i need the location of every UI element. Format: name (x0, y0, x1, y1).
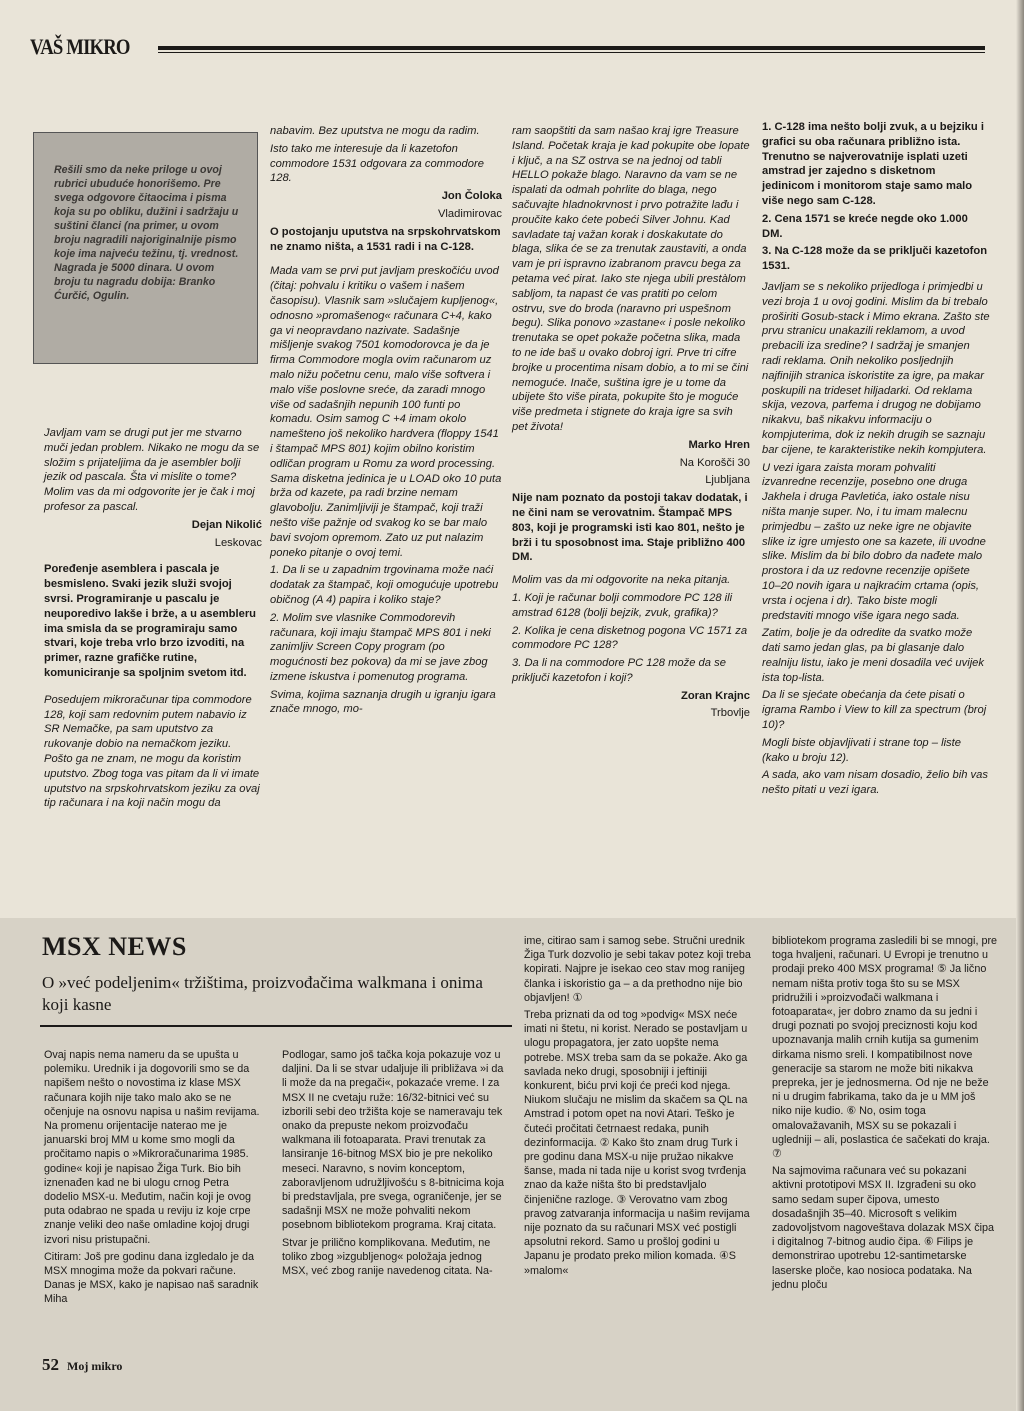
letter-text: Zatim, bolje je da odredite da svatko može dati samo jedan glas, pa bi glasanje dalo realniju listu, iako je meni dosadila već uvijek ista top-lista. (762, 627, 984, 684)
editor-answer: 1. C-128 ima nešto bolji zvuk, a u bejziku i grafici su oba računara približno ista. Trenutno se najverovatnije isplati uzeti amstrad jer zajedno s disketnom jedinicom i monitorom staje samo malo više nego sam C-128. (762, 121, 984, 207)
msx-column-3 (524, 934, 756, 1281)
column-2 (270, 124, 502, 720)
column-3 (512, 124, 750, 724)
subtitle-rule (40, 1025, 512, 1027)
msx-column-2 (282, 1048, 507, 1281)
article-text: ime, citirao sam i samog sebe. Stručni urednik Žiga Turk dozvolio je sebi takav potez koji treba kopirati. Najpre je isekao ceo stav mog ranijeg članka i iskoristio ga – a da prethodno nije bio objavljen! ① (524, 935, 751, 1004)
editor-answer: 2. Cena 1571 se kreće negde oko 1.000 DM. (762, 212, 968, 240)
signature-city: Leskovac (214, 536, 262, 549)
article-text: bibliotekom programa zasledili bi se mnogi, pre toga hvaljeni, računari. U Evropi je trenutno u prodaji preko 400 MSX programa! ⑤ Ja lično nemam ništa protiv toga što su se MSX pridružili i »proizvođači walkmana i fotoaparata«, jer dobro znamo da su jedni i drugi poznati po svojoj preciznosti koju kod upoznavanja malih crnih kutija sa gumenim dirkama nismo sreli. I kompatibilnost nove generacije sa starom ne može biti nikakva prepreka, jer je jednosmerna. Od nje ne beže ni u drugim fabrikama, tako da je u MM još niko nije kudio. ⑥ No, osim toga omalovažavanih, MSX su se pokazali i ugledniji – ali, poslastica će sačekati do kraja. ⑦ (772, 935, 998, 1161)
msx-news-title: MSX NEWS (42, 932, 187, 961)
signature-city: Trbovlje (710, 707, 750, 720)
editor-note-text: Rešili smo da neke priloge u ovoj rubrici ubuduće honorišemo. Pre svega odgovore čitaocima i pisma koja su po obliku, dužini i sadržaju u suštini članci (na primer, u ovom broju nagradili najoriginalnije pismo koje ima najveću težinu, tj. vrednost. Nagrada je 5000 dinara. U ovom broju tu nagradu dobija: Branko Ćurčić, Ogulin. (54, 164, 239, 302)
letter-text: Isto tako me interesuje da li kazetofon commodore 1531 odgovara za commodore 128. (270, 142, 484, 185)
editor-answer: Nije nam poznato da postoji takav dodatak, i ne čini nam se verovatnim. Štampač MPS 803, koji je programski isti kao 801, nešto je brži i tu sposobnost ima. Staje približno 400 DM. (512, 492, 748, 564)
column-4 (762, 120, 990, 801)
letter-text: Mada vam se prvi put javljam preskočiću uvod (čitaj: pohvalu i kritiku o vašem i našem časopisu). Vlasnik sam »slučajem kupljenog«, odnosno »promašenog« računara C+4, kako ga vi neopravdano nazivate. Sadašnje mišljenje svakog 7501 komodorovca je da je firma Commodore mogla ovim računarom uz malo nižu početnu cenu, malo više softvera i malo više poslovne sreće, da zaradi mnogo više od sadašnjih nepunih 100 funti po komadu. Osim samog C +4 imam okolo namešteno još nekoliko hardvera (floppy 1541 i štampač MPS 801) kojim obilno koristim odličan program u Romu za word processing. Sama disketna jedinica je u LOAD oko 10 puta brža od kazete, pa radi brzine nemam glavobolju. Zanimljiviji je štampač, koji traži nešto više pažnje od svakog ko se bar malo bavi svojom opremom. Zato uz put nalazim poneko pitanje o ovoj temi. (270, 265, 502, 559)
letter-text: Javljam se s nekoliko prijedloga i primjedbi u vezi broja 1 u ovoj godini. Mislim da bi trebalo proširiti Gosub-stack i Mimo ekrana. Zašto ste prvu stranicu unakazili reklamom, a uvod prebacili iza sredine? I sadržaj je smanjen radi reklama. Onih nekoliko posljednjih najfinijih stranica iskoristite za igre, pa makar poskupili na trideset hiljadarki. Od reklama skija, vezova, parfema i drugog ne dobijamo nikakvu, baš nikakvu informaciju o kompjuterima, dok iz nekih drugih se saznaju bar cijene, te karakteristike nekih kompjutera. (762, 280, 990, 456)
magazine-name: Moj mikro (67, 1359, 123, 1373)
msx-column-4 (772, 934, 998, 1295)
letter-text: Molim vas da mi odgovorite na neka pitanja. (512, 574, 731, 587)
letter-text: Mogli biste objavljivati i strane top – liste (kako u broju 12). (762, 736, 961, 764)
letter-text: nabavim. Bez uputstva ne mogu da radim. (270, 125, 480, 137)
signature-name: Marko Hren (688, 438, 750, 451)
page-footer (42, 1355, 122, 1375)
section-header (30, 34, 985, 60)
letter-text: Svima, kojima saznanja drugih u igranju igara znače mnogo, mo- (270, 688, 496, 716)
article-text: Podlogar, samo još tačka koja pokazuje voz u daljini. Da li se stvar udaljuje ili približava »i da li može da na pregači«, pokazaće vreme. I za MSX II ne cvetaju ruže: 16/32-bitnici već su izborili sebi deo tržišta koje se nameravaju tek onako da prepuste nekom proizvođaču walkmana ili fotoaparata. Pravi trenutak za lansiranje 16-bitnog MSX bio je pre nekoliko meseci. Naravno, s novim konceptom, zaboravljenom udružljivošću s 8-bitnicima koja bi predstavljala, pre svega, ograničenje, jer se sadašnji MSX ne može pohvaliti nekom posebnom bibliotekom programa. Kraj citata. (282, 1049, 505, 1232)
letter-text: Javljam vam se drugi put jer me stvarno muči jedan problem. Nikako ne mogu da se složim s prijateljima da je asembler bolji jezik od pascala. Šta vi mislite o tome? Molim vas da mi odgovorite jer je čak i moj profesor za pascal. (44, 427, 260, 513)
article-text: Treba priznati da od tog »podvig« MSX neće imati ni štetu, ni korist. Nerado se postavljam u ulogu propagatora, jer zato uopšte nema potrebe. MSX treba sam da se pokaže. Ako ga savlada neko drugi, sposobniji i jeftiniji konkurent, biću prvi koji će preći kod njega. Niukom slučaju ne mislim da skačem sa QL na Amstrad i potom opet na novi Atari. Teško je čuteći pročitati četrnaest redaka, punih dezinformacija. ② Kako što znam drug Turk i pre godinu dana MSX-u nije pružao nikakve šanse, mada ni tada nije u korist svog tvrđenja znao da kaže ništa što bi predstavljalo činjenične razloge. ③ Verovatno vam zbog pravog zatvaranja informacija u našim revijama nije poznato da su računari MSX već postigli apsolutni rekord. Samo u prošloj godini u Japanu je prodato preko milion komada. ④S »malom« (524, 1009, 750, 1277)
section-title: VAŠ MIKRO (30, 34, 130, 59)
signature-city: Ljubljana (705, 474, 750, 487)
article-text: Stvar je prilično komplikovana. Međutim, ne toliko zbog »izgubljenog« položaja jednog MSX, već zbog ranije navedenog citata. Na- (282, 1236, 493, 1278)
article-text: Na sajmovima računara već su pokazani aktivni prototipovi MSX II. Izgrađeni su oko samo sedam super čipova, umesto dosadašnjih 35–40. Microsoft s velikim zadovoljstvom nagoveštava dolazak MSX čipa i digitalnog 7-bitnog audio čipa. ⑥ Filips je demonstrirao upotrebu 12-santimetarske laserske ploče, kao nosioca podataka. Na jednu ploču (772, 1165, 995, 1291)
letter-text: Posedujem mikroračunar tipa commodore 128, koji sam redovnim putem nabavio iz SR Nemačke, pa sam uputstvo za rukovanje dobio na nemačkom jeziku. Pošto ga ne znam, ne mogu da koristim uputstvo. Zbog toga vas pitam da li vi imate uputstvo na srpskohrvatskom jeziku za ovaj tip računara i na koji način mogu da (44, 693, 260, 810)
letter-question: 3. Da li na commodore PC 128 može da se priključi kazetofon i koji? (512, 657, 726, 684)
signature-name: Dejan Nikolić (191, 518, 262, 531)
header-rule (158, 46, 985, 50)
header-rule-thin (158, 52, 985, 53)
editor-note-box (33, 132, 258, 364)
signature-city: Vladimirovac (437, 207, 502, 220)
letter-text: A sada, ako vam nisam dosadio, želio bih vas nešto pitati u vezi igara. (762, 769, 988, 797)
letter-question: 1. Koji je računar bolji commodore PC 128 ili amstrad 6128 (bolji bejzik, zvuk, grafika)? (512, 591, 733, 619)
signature-address: Na Korošči 30 (679, 456, 750, 469)
editor-answer: 3. Na C-128 može da se priključi kazetofon 1531. (762, 245, 988, 273)
letter-text: Da li se sjećate obećanja da ćete pisati o igrama Rambo i View to kill za spectrum (broj 10)? (762, 689, 987, 732)
letter-text: U vezi igara zaista moram pohvaliti izvanredne recenzije, posebno one druga Jakhela i druga Pavletića, iako ostale nisu ništa manje super. No, i tu imam malecnu primjedbu – zašto uz neke igre ne objavite slike iz igre umjesto one sa kazete, ili uvodne slike. Mislim da bi bilo dobro da nađete malo prostora i da uz redovne recenzije opišete 10–20 novih igara u najkraćim crtama (opis, vrsta i ocjena i dr). Tako biste mogli predstaviti mnogo više igara nego sada. (762, 461, 986, 622)
msx-news-subtitle: O »već podeljenim« tržištima, proizvođačima walkmana i onima koji kasne (42, 973, 483, 1014)
editor-answer: Poređenje asemblera i pascala je besmisleno. Svaki jezik služi svojoj svrsi. Programiranje u pascalu je neuporedivo lakše i brže, a u asembleru ima smisla da se programiraju samo stvari, koje treba vrlo brzo izvoditi, na primer, razne grafičke rutine, komuniciranje sa spoljnim svetom itd. (44, 563, 257, 679)
msx-column-1 (44, 1048, 264, 1310)
letter-question: 1. Da li se u zapadnim trgovinama može naći dodatak za štampač, koji omogućuje upotrebu običnog (A 4) papira i koliko staje? (270, 564, 499, 606)
letter-text: ram saopštiti da sam našao kraj igre Treasure Island. Početak kraja je kad pokupite obe lopate i ključ, a na SZ ostrva se na jednoj od tabli HELLO pokaže blago. Naravno da vam se ne ispalati da odmah pohrlite do blaga, nego sačuvajte hladnokrvnost i prvo potražite lađu i proučite kako ćete pobeći Silver Johnu. Kad savladate taj važan korak i doskakutate do blaga, slika će se za trenutak zaustaviti, a onda vam je pri ispravno izabranom pravcu bega za petama već pirat. Iako ste njega ubili prestàlom sabljom, ta napast će vas pratiti po celom ostrvu, sve do broda (naravno pri uspešnom begu). Slika ponovo »zastane« i posle nekoliko trenutaka se opet pokaže početna slika, mada to ne ide baš u ovako dobroj igri. Prve tri cifre brojke u procentima nisam dobio, a to mi se čini nemoguće. Inače, suština igre je u tome da ubijete što više pirata, pokupite što je moguće više predmeta i stignete do kraja igre sa svih pet života! (512, 125, 750, 433)
article-text: Ovaj napis nema nameru da se upušta u polemiku. Urednik i ja dogovorili smo se da napišem nešto o novostima iz klase MSX računara kojih nije tako malo ako se ne očenjuje na osnovu napisa u našim revijama. Na promenu orijentacije naterao me je januarski broj MM u kome smo mogli da pročitamo napis o »Mikroračunarima 1985. godine« koji je napisao Žiga Turk. Bio bih iznenađen kad ne bi ulogu crnog Petra dodelio MSX-u. Međutim, način koji je ovog puta odabrao ne spada u reviju iz koje crpe znanje veliki deo naše omladine kojoj drugi izvori nisu pristupačni. (44, 1049, 260, 1246)
editor-answer: O postojanju uputstva na srpskohrvatskom ne znamo ništa, a 1531 radi i na C-128. (270, 225, 501, 253)
column-1 (44, 426, 262, 814)
page-number: 52 (42, 1355, 59, 1374)
article-text: Citiram: Još pre godinu dana izgledalo je da MSX mnogima može da pokvari račune. Danas je MSX, kako je napisao naš saradnik Miha (44, 1250, 259, 1306)
letter-question: 2. Kolika je cena disketnog pogona VC 1571 za commodore PC 128? (512, 624, 748, 652)
signature-name: Jon Čoloka (441, 190, 502, 203)
letter-question: 2. Molim sve vlasnike Commodorevih računara, koji imaju štampač MPS 801 i neki zanimljiv Screen Copy program (po mogućnosti bez pokova) da mi se javе zbog izmene iskustva i pomenutog programa. (270, 611, 491, 683)
signature-name: Zoran Krajnc (680, 689, 750, 702)
scan-edge-shadow (1016, 0, 1024, 1411)
